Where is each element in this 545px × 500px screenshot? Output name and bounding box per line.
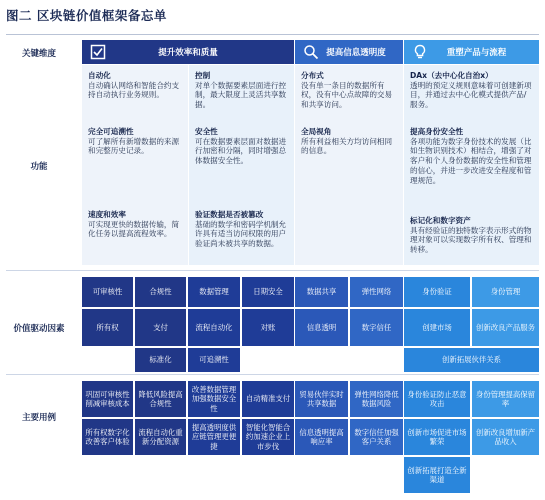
driver-tile: 数据管理 — [188, 277, 240, 307]
driver-tile: 对账 — [242, 309, 294, 346]
function-title: 控制 — [195, 71, 211, 80]
driver-tile: 创新拓展伙伴关系 — [404, 348, 539, 372]
function-automation — [82, 67, 188, 122]
function-dax — [404, 67, 539, 125]
column-header-transparency — [295, 40, 403, 64]
driver-tile: 支付 — [135, 309, 186, 346]
function-title: 验证数据是否被篡改 — [195, 210, 264, 219]
function-text: 各项功能为数字身份技术的发展（比如生物识别技术）相结合，增强了对客户和个人身份数据的安全性和管理的信心，并进一步改进安全程度和管理规范。 — [410, 136, 532, 185]
driver-tile: 合规性 — [135, 277, 186, 307]
use-case-tile: 身份验证防止恶意攻击 — [404, 381, 470, 417]
function-title: DAx（去中心化自治x） — [410, 71, 493, 80]
function-text: 可了解所有新增数据的来源和完整历史记录。 — [88, 136, 180, 156]
column-header-efficiency — [82, 40, 294, 64]
function-text: 可在数据要素层面对数据进行加密和分隔，同时增强总体数据安全性。 — [195, 136, 287, 166]
driver-tile: 数据共享 — [295, 277, 348, 307]
function-text: 可实现更快的数据传输，简化任务以提高流程效率。 — [88, 219, 180, 239]
function-overview — [295, 123, 403, 203]
function-title: 速度和效率 — [88, 210, 126, 219]
function-title: 自动化 — [88, 71, 111, 80]
use-case-tile: 创新拓展打造全新渠道 — [404, 457, 470, 493]
use-case-tile: 信息透明提高响应率 — [295, 419, 348, 455]
function-tamper — [189, 206, 294, 264]
row-label-function: 功能 — [30, 162, 48, 172]
driver-tile: 流程自动化 — [188, 309, 240, 346]
function-text: 基础的数学和密码学机制允许具有适当访问权限的用户验证尚未被共享的数据。 — [195, 219, 287, 249]
use-case-tile: 流程自动化重新分配资源 — [135, 419, 186, 455]
function-title: 分布式 — [301, 71, 324, 80]
function-text: 自动确认网络和智能合约支持自动执行业务规则。 — [88, 80, 180, 100]
page-title: 图二 区块链价值框架备忘单 — [6, 8, 167, 23]
title-divider — [6, 34, 539, 35]
function-identity — [404, 123, 539, 211]
driver-tile: 数字信任 — [350, 309, 403, 346]
function-text: 所有利益相关方均访问相同的信息。 — [301, 136, 393, 156]
lightbulb-icon — [412, 44, 428, 60]
row-label-use-cases: 主要用例 — [21, 413, 56, 423]
use-case-tile: 创新市场促进市场繁荣 — [404, 419, 470, 455]
function-traceable — [82, 123, 188, 203]
use-case-tile: 身份管理提高保留率 — [472, 381, 539, 417]
function-speed — [82, 206, 188, 264]
use-case-tile: 提高透明度供应链管理更便捷 — [188, 419, 240, 455]
function-text: 具有经验证的独特数字表示形式的物理对象可以实现数字所有权、管理和转移。 — [410, 225, 532, 255]
driver-tile: 信息透明 — [295, 309, 348, 346]
function-text: 对单个数据要素层面进行控制，最大限度上灵活共享数据。 — [195, 80, 287, 110]
magnifier-icon — [303, 44, 319, 60]
driver-tile: 弹性网络 — [350, 277, 403, 307]
column-header-label: 提升效率和质量 — [158, 48, 218, 58]
column-header-reshape — [404, 40, 539, 64]
row-label-drivers: 价值驱动因素 — [13, 324, 65, 334]
driver-tile: 可追溯性 — [188, 348, 240, 372]
checkbox-icon — [90, 44, 106, 60]
driver-tile: 身份管理 — [472, 277, 539, 307]
use-case-tile: 巩固可审核性削减审核成本 — [82, 381, 133, 417]
use-case-tile: 改善数据管理加强数据安全性 — [188, 381, 240, 417]
function-title: 提高身份安全性 — [410, 127, 464, 136]
use-case-tile: 所有权数字化改善客户体验 — [82, 419, 133, 455]
function-distributed — [295, 67, 403, 122]
use-case-tile: 数字信任加强客户关系 — [350, 419, 403, 455]
use-case-tile: 贸易伙伴实时共享数据 — [295, 381, 348, 417]
section-divider — [6, 270, 539, 271]
use-case-tile: 智能化智能合约加速企业上市步伐 — [242, 419, 294, 455]
driver-tile: 标准化 — [135, 348, 186, 372]
function-security — [189, 123, 294, 203]
function-title: 安全性 — [195, 127, 218, 136]
function-title: 标记化和数字资产 — [410, 216, 471, 225]
column-header-label: 重塑产品与流程 — [446, 48, 507, 58]
function-control — [189, 67, 294, 122]
column-header-label: 提高信息透明度 — [326, 48, 386, 58]
function-text: 透明的预定义规则意味着可创建新项目，并通过去中心化模式提供产品/服务。 — [410, 80, 532, 110]
driver-tile: 所有权 — [82, 309, 133, 346]
use-case-tile: 弹性网络降低数据风险 — [350, 381, 403, 417]
driver-tile: 日期安全 — [242, 277, 294, 307]
row-label-dimension: 关键维度 — [21, 49, 56, 59]
function-title: 全局视角 — [301, 127, 332, 136]
function-title: 完全可追溯性 — [88, 127, 134, 136]
use-case-tile: 创新改良增加新产品收入 — [472, 419, 539, 455]
section-divider — [6, 374, 539, 375]
driver-tile: 创新改良产品服务 — [472, 309, 539, 346]
driver-tile: 创建市场 — [404, 309, 470, 346]
driver-tile: 可审核性 — [82, 277, 133, 307]
function-text: 没有单一条目的数据所有权，没有中心点故障的交易和共享访问。 — [301, 80, 393, 110]
driver-tile: 身份验证 — [404, 277, 470, 307]
use-case-tile: 自动精准支付 — [242, 381, 294, 417]
function-tokenize — [404, 212, 539, 265]
use-case-tile: 降低风险提高合规性 — [135, 381, 186, 417]
